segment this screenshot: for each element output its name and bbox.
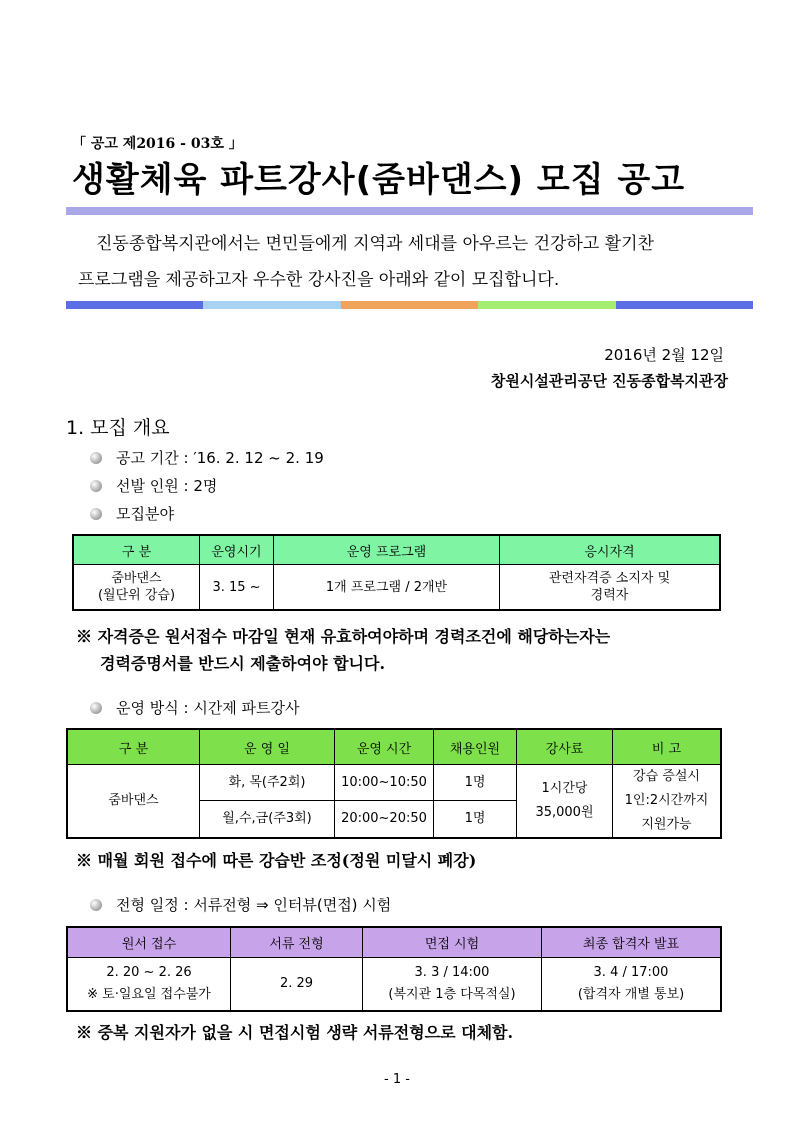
table-cell-qualification: 관련자격증 소지자 및 경력자 <box>500 565 721 611</box>
bullet-icon <box>90 702 102 714</box>
table-header: 채용인원 <box>434 729 517 765</box>
table-header: 구 분 <box>73 535 200 565</box>
bullet-operation <box>90 697 300 718</box>
table-header: 서류 전형 <box>231 927 363 958</box>
intro-line-2: 프로그램을 제공하고자 우수한 강사진을 아래와 같이 모집합니다. <box>78 270 560 290</box>
page-title: 생활체육 파트강사(줌바댄스) 모집 공고 <box>72 160 686 200</box>
notice-date: 2016년 2월 12일 <box>604 346 724 364</box>
divider-segment <box>341 301 478 309</box>
table-cell-program: 1개 프로그램 / 2개반 <box>274 565 500 611</box>
schedule-table <box>66 926 722 1012</box>
bullet-field <box>90 503 174 524</box>
table-header: 원서 접수 <box>67 927 231 958</box>
bullet-text: 운영 방식 : 시간제 파트강사 <box>116 699 300 717</box>
bullet-icon <box>90 452 102 464</box>
intro-line-1: 진동종합복지관에서는 면민들에게 지역과 세대를 아우르는 건강하고 활기찬 <box>96 234 654 254</box>
table-cell-final: 3. 4 / 17:00 (합격자 개별 통보) <box>542 958 722 1012</box>
bullet-text: 모집분야 <box>116 505 174 523</box>
note-qualification-cont: 경력증명서를 반드시 제출하여야 합니다. <box>100 654 386 673</box>
table-cell-apply: 2. 20 ~ 2. 26 ※ 토·일요일 접수불가 <box>67 958 231 1012</box>
bullet-count <box>90 475 217 496</box>
table-cell-days: 화, 목(주2회) <box>200 765 335 801</box>
title-underline <box>66 207 753 215</box>
section-heading: 1. 모집 개요 <box>66 417 170 439</box>
bullet-text: 전형 일정 : 서류전형 ⇒ 인터뷰(면접) 시험 <box>116 896 392 914</box>
table-header: 비 고 <box>613 729 722 765</box>
notice-number: 「 공고 제2016 - 03호 」 <box>72 136 243 152</box>
bullet-text: 공고 기간 : ′16. 2. 12 ~ 2. 19 <box>116 449 324 467</box>
note-qualification: ※ 자격증은 원서접수 마감일 현재 유효하여야하며 경력조건에 해당하는자는 <box>76 627 611 646</box>
bullet-schedule <box>90 894 391 915</box>
table-cell-category: 줌바댄스 (월단위 강습) <box>73 565 200 611</box>
operation-table <box>66 728 722 839</box>
table-cell-time: 20:00~20:50 <box>335 801 434 838</box>
divider-segment <box>616 301 753 309</box>
table-cell-time: 10:00~10:50 <box>335 765 434 801</box>
bullet-icon <box>90 508 102 520</box>
table-cell-document: 2. 29 <box>231 958 363 1012</box>
table-header: 면접 시험 <box>363 927 542 958</box>
bullet-text: 선발 인원 : 2명 <box>116 477 218 495</box>
table-cell-interview: 3. 3 / 14:00 (복지관 1층 다목적실) <box>363 958 542 1012</box>
table-header: 운영 시간 <box>335 729 434 765</box>
note-interview-skip: ※ 중복 지원자가 없을 시 면접시험 생략 서류전형으로 대체함. <box>76 1023 514 1042</box>
recruit-field-table <box>72 534 721 611</box>
table-header: 운영 프로그램 <box>274 535 500 565</box>
note-class-adjust: ※ 매월 회원 접수에 따른 강습반 조정(정원 미달시 폐강) <box>76 851 477 870</box>
divider-segment <box>203 301 340 309</box>
table-header: 최종 합격자 발표 <box>542 927 722 958</box>
table-cell-days: 월,수,금(주3회) <box>200 801 335 838</box>
color-divider <box>66 301 753 309</box>
divider-segment <box>66 301 203 309</box>
table-header: 강사료 <box>517 729 613 765</box>
table-cell-category: 줌바댄스 <box>67 765 200 839</box>
bullet-icon <box>90 899 102 911</box>
issuer: 창원시설관리공단 진동종합복지관장 <box>490 372 728 390</box>
table-cell-period: 3. 15 ~ <box>200 565 274 611</box>
table-cell-count: 1명 <box>434 801 517 838</box>
table-cell-count: 1명 <box>434 765 517 801</box>
bullet-icon <box>90 480 102 492</box>
divider-segment <box>478 301 615 309</box>
page-number: - 1 - <box>384 1072 410 1087</box>
table-header: 응시자격 <box>500 535 721 565</box>
table-cell-remark: 강습 증설시 1인:2시간까지 지원가능 <box>613 765 722 839</box>
table-header: 구 분 <box>67 729 200 765</box>
bullet-period <box>90 447 324 468</box>
table-cell-fee: 1시간당 35,000원 <box>517 765 613 839</box>
table-header: 운 영 일 <box>200 729 335 765</box>
table-header: 운영시기 <box>200 535 274 565</box>
